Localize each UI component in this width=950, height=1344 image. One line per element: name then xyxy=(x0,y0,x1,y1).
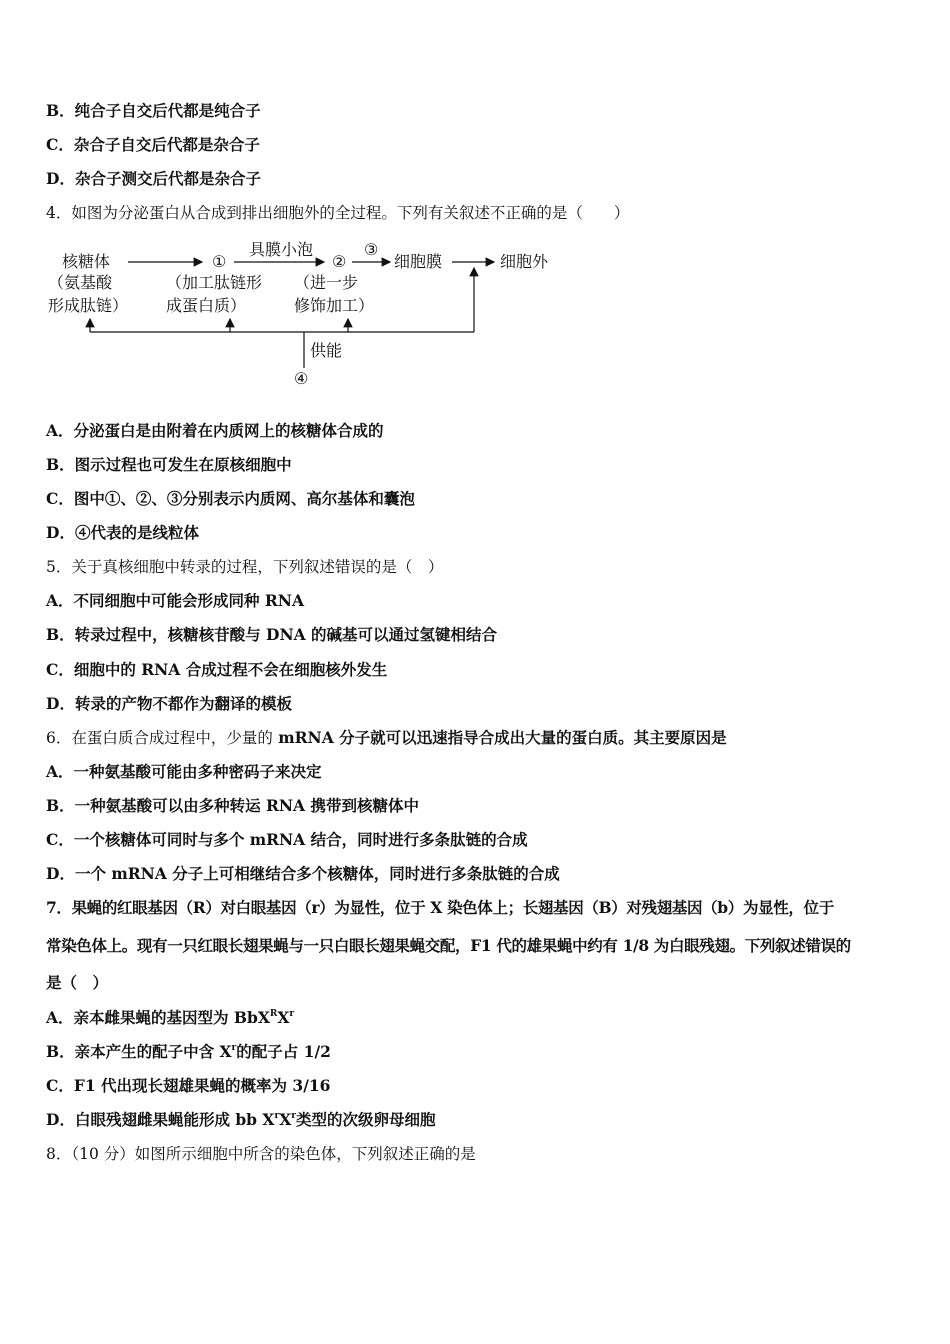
q7-b-sup: r xyxy=(231,1042,237,1053)
q6-stem-part-2: 分子就可以迅速指导合成出大量的蛋白质。其主要原因是 xyxy=(339,728,727,747)
q7-d-post: 类型的次级卵母细胞 xyxy=(295,1110,436,1129)
q7-option-c: C．F1 代出现长翅雄果蝇的概率为 3/16 xyxy=(46,1076,331,1095)
q4-option-c: C．图中①、②、③分别表示内质网、高尔基体和囊泡 xyxy=(46,489,415,508)
q8-stem: 8．（10 分）如图所示细胞中所含的染色体，下列叙述正确的是 xyxy=(46,1145,476,1163)
q5-option-d: D．转录的产物不都作为翻译的模板 xyxy=(46,694,292,713)
q6-stem-mrna: mRNA xyxy=(272,728,340,747)
q7-stem-line-3: 是（ ） xyxy=(46,973,109,992)
q7-a-sup-2: r xyxy=(289,1008,295,1019)
membrane-label: 细胞膜 xyxy=(394,252,443,271)
secretion-diagram xyxy=(44,240,584,390)
node-1-note-1: （加工肽链形 xyxy=(166,273,263,292)
q5-option-a: A．不同细胞中可能会形成同种 RNA xyxy=(46,591,304,610)
q6-option-c: C．一个核糖体可同时与多个 mRNA 结合，同时进行多条肽链的合成 xyxy=(46,830,528,849)
q7-option-b xyxy=(46,1042,331,1062)
q7-stem-line-2: 常染色体上。现有一只红眼长翅果蝇与一只白眼长翅果蝇交配，F1 代的雄果蝇中约有 1/8 为白眼残翅。下列叙述错误的 xyxy=(46,936,851,955)
q7-d-sup-2: r xyxy=(291,1110,296,1121)
outside-label: 细胞外 xyxy=(500,252,549,271)
q4-option-d: D．④代表的是线粒体 xyxy=(46,523,199,542)
q6-stem-part-1: 6．在蛋白质合成过程中，少量的 xyxy=(46,729,273,747)
q7-option-d xyxy=(46,1110,435,1130)
q7-d-text: D．白眼残翅雌果蝇能形成 bb X xyxy=(46,1110,275,1129)
q7-a-x: X xyxy=(277,1008,290,1027)
node-2: ② xyxy=(332,252,347,271)
q6-option-a: A．一种氨基酸可能由多种密码子来决定 xyxy=(46,762,322,781)
q5-option-b: B．转录过程中，核糖核苷酸与 DNA 的碱基可以通过氢键相结合 xyxy=(46,625,498,644)
q7-option-a xyxy=(46,1008,294,1028)
q7-b-post: 的配子占 1/2 xyxy=(236,1042,331,1061)
q6-option-d: D．一个 mRNA 分子上可相继结合多个核糖体，同时进行多条肽链的合成 xyxy=(46,864,560,883)
q4-option-a: A．分泌蛋白是由附着在内质网上的核糖体合成的 xyxy=(46,421,384,440)
node-1: ① xyxy=(212,252,227,271)
vesicle-label: 具膜小泡 xyxy=(249,240,314,259)
ribosome-note-1: （氨基酸 xyxy=(48,273,113,292)
node-3: ③ xyxy=(364,240,379,259)
q5-stem: 5．关于真核细胞中转录的过程，下列叙述错误的是（ ） xyxy=(46,558,444,576)
q3-option-c: C．杂合子自交后代都是杂合子 xyxy=(46,135,260,154)
q5-option-c: C．细胞中的 RNA 合成过程不会在细胞核外发生 xyxy=(46,660,388,679)
q7-b-text: B．亲本产生的配子中含 X xyxy=(46,1042,232,1061)
q6-stem xyxy=(46,728,727,748)
node-1-note-2: 成蛋白质） xyxy=(166,296,247,315)
ribosome-note-2: 形成肽链） xyxy=(48,296,129,315)
q3-option-b: B．纯合子自交后代都是纯合子 xyxy=(46,101,261,120)
q4-stem: 4．如图为分泌蛋白从合成到排出细胞外的全过程。下列有关叙述不正确的是（ ） xyxy=(46,204,630,222)
q7-a-text: A．亲本雌果蝇的基因型为 BbX xyxy=(46,1008,270,1027)
node-4: ④ xyxy=(294,369,309,388)
q7-d-sup-1: r xyxy=(274,1110,280,1121)
node-2-note-1: （进一步 xyxy=(294,273,359,292)
ribosome-label: 核糖体 xyxy=(62,252,111,271)
q3-option-d: D．杂合子测交后代都是杂合子 xyxy=(46,169,261,188)
q7-a-sup-1: R xyxy=(269,1008,278,1019)
q6-option-b: B．一种氨基酸可以由多种转运 RNA 携带到核糖体中 xyxy=(46,796,419,815)
q7-stem-line-1: 7．果蝇的红眼基因（R）对白眼基因（r）为显性，位于 X 染色体上；长翅基因（B）对残翅基因（b）为显性，位于 xyxy=(46,898,834,917)
q4-option-b: B．图示过程也可发生在原核细胞中 xyxy=(46,455,292,474)
q7-d-x: X xyxy=(279,1110,292,1129)
node-2-note-2: 修饰加工） xyxy=(294,296,375,315)
energy-label: 供能 xyxy=(310,341,343,360)
